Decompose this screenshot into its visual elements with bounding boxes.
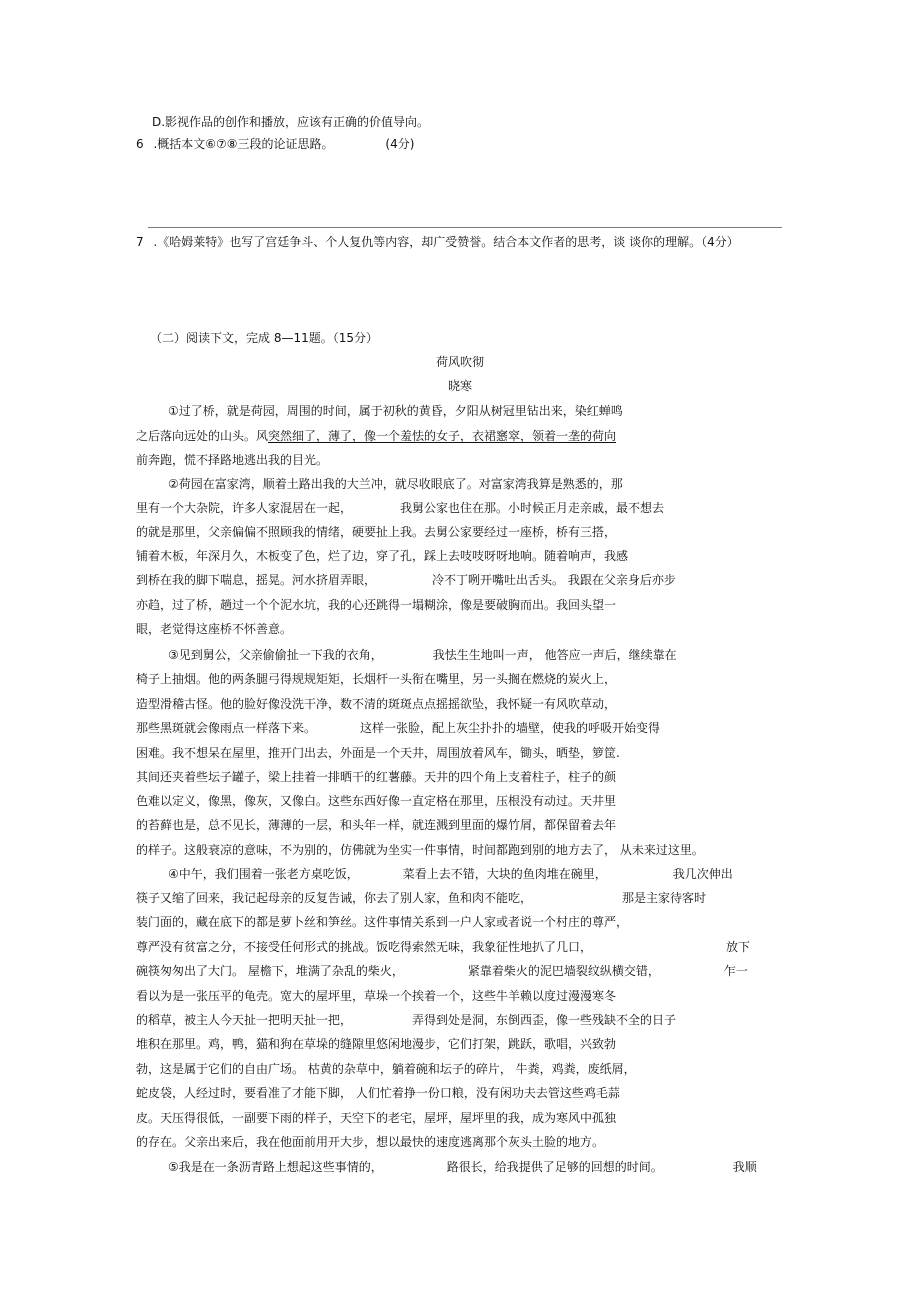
body-line: 蛇皮袋，人经过时，要看准了才能下脚， 人们忙着挣一份口粮，没有闲功夫去管这些鸡毛蒜	[136, 1086, 620, 1100]
underlined-phrase: 突然细了，薄了，像一个羞怯的女子，衣裙窸窣，领着一垄的荷向	[268, 429, 617, 443]
body-line: 眼，老觉得这座桥不怀善意。	[136, 622, 293, 636]
body-line: ⑤我是在一条沥青路上想起这些事情的， 路很长，给我提供了足够的回想的时间。 我顺	[168, 1160, 757, 1174]
body-line: 那些黑斑就会像雨点一样落下来。 这样一张脸，配上灰尘扑扑的墙壁，使我的呼吸开始变得	[136, 721, 661, 735]
question-6-text: .概括本文⑥⑦⑧三段的论证思路。	[153, 137, 334, 151]
body-line: 筷子又缩了回来，我记起母亲的反复告诫，你去了别人家，鱼和肉不能吃， 那是主家待客时	[136, 891, 707, 905]
body-line: 之后落向远处的山头。风突然细了，薄了，像一个羞怯的女子，衣裙窸窣，领着一垄的荷向	[136, 429, 617, 443]
question-6-score: (4分)	[385, 137, 415, 151]
body-line: 色难以定义，像黑，像灰，又像白。这些东西好像一直定格在那里，压根没有动过。天井里	[136, 794, 617, 808]
option-d: D.影视作品的创作和播放，应该有正确的价值导向。	[152, 115, 430, 129]
body-line: 里有一个大杂院，许多人家混居在一起， 我舅公家也住在那。小时候正月走亲戚，最不想去	[136, 501, 665, 515]
body-line: 皮。天压得很低，一副要下雨的样子，天空下的老宅，屋坪，屋坪里的我，成为寒风中孤独	[136, 1111, 617, 1125]
body-line: 的存在。父亲出来后，我在他面前用开大步，想以最快的速度逃离那个灰头土脸的地方。	[136, 1135, 605, 1149]
body-line: 困难。我不想呆在屋里，推开门出去，外面是一个天井，周围放着风车，锄头，晒垫，箩筐.	[136, 746, 620, 760]
body-line: 前奔跑，慌不择路地逃出我的目光。	[136, 453, 329, 467]
question-7	[136, 234, 739, 250]
question-6	[136, 136, 414, 152]
question-7-number: 7	[136, 235, 144, 249]
body-line: 的苔藓也是，总不见长，薄薄的一层，和头年一样，就连溅到里面的爆竹屑，都保留着去年	[136, 818, 617, 832]
body-line: ④中午，我们围着一张老方桌吃饭， 菜看上去不错，大块的鱼肉堆在碗里， 我几次伸出	[168, 867, 733, 881]
body-line: 堆积在那里。鸡，鸭，猫和狗在草垛的缝隙里悠闲地漫步，它们打架，跳跃，歌唱，兴致勃	[136, 1037, 617, 1051]
question-6-number: 6	[136, 137, 144, 151]
body-line: 尊严没有贫富之分，不接受任何形式的挑战。饭吃得索然无味，我象征性地扒了几口， 放下	[136, 940, 751, 954]
section-heading: （二）阅读下文，完成 8—11题。（15分）	[150, 331, 378, 345]
body-line: 的就是那里，父亲偏偏不照顾我的情绪，硬要扯上我。去舅公家要经过一座桥，桥有三搭，	[136, 525, 617, 539]
body-line: 铺着木板，年深月久，木板变了色，烂了边，穿了孔，踩上去吱吱呀呀地响。随着响声，我感	[136, 549, 629, 563]
body-line: 装门面的，藏在底下的都是萝卜丝和笋丝。这件事情关系到一户人家或者说一个村庄的尊严，	[136, 915, 629, 929]
body-line: 椅子上抽烟。他的两条腿弓得规规矩矩，长烟杆一头衔在嘴里，另一头搁在燃烧的炭火上，	[136, 672, 617, 686]
question-7-text: .《哈姆莱特》也写了宫廷争斗、个人复仇等内容，却广受赞誉。结合本文作者的思考，谈 谈你的理解。（4分）	[153, 235, 739, 249]
body-line: 看以为是一张压平的龟壳。宽大的屋坪里，草垛一个挨着一个，这些牛羊赖以度过漫漫寒冬	[136, 989, 617, 1003]
answer-rule	[148, 227, 782, 228]
body-line: ③见到舅公，父亲偷偷扯一下我的衣角， 我怯生生地叫一声， 他答应一声后，继续靠在	[168, 648, 677, 662]
body-line: 亦趋，过了桥，趟过一个个泥水坑，我的心还跳得一塌糊涂，像是要破胸而出。我回头望一	[136, 598, 617, 612]
body-line: 勃，这是属于它们的自由广场。 枯黄的杂草中，躺着碗和坛子的碎片， 牛粪，鸡粪，废纸屑，	[136, 1062, 636, 1076]
article-author: 晓寒	[447, 379, 472, 393]
body-line: 碗筷匆匆出了大门。 屋檐下，堆满了杂乱的柴火， 紧靠着柴火的泥巴墙裂纹纵横交错， 乍一	[136, 964, 748, 978]
body-line: 的稻草，被主人今天扯一把明天扯一把， 弄得到处是洞，东倒西歪，像一些残缺不全的日子	[136, 1013, 677, 1027]
body-line: 到桥在我的脚下喘息，摇晃。河水挤眉弄眼， 冷不丁咧开嘴吐出舌头。 我跟在父亲身后亦步	[136, 573, 676, 587]
article-title: 荷风吹彻	[435, 355, 484, 369]
body-line: ①过了桥，就是荷园，周围的时间，属于初秋的黄昏，夕阳从树冠里钻出来，染红蝉鸣	[168, 404, 623, 418]
body-line: ②荷园在富家湾，顺着土路出我的大兰冲，就尽收眼底了。对富家湾我算是熟悉的，那	[168, 477, 623, 491]
body-line: 其间还夹着些坛子罐子，梁上挂着一排晒干的红薯藤。天井的四个角上支着柱子，柱子的颜	[136, 770, 617, 784]
body-line: 造型滑稽古怪。他的脸好像没洗干净，数不清的斑斑点点摇摇欲坠，我怀疑一有风吹草动，	[136, 697, 617, 711]
body-line: 的样子。这般衰凉的意味，不为别的，仿佛就为坐实一件事情，时间都跑到别的地方去了， 从未来过这里。	[136, 843, 704, 857]
